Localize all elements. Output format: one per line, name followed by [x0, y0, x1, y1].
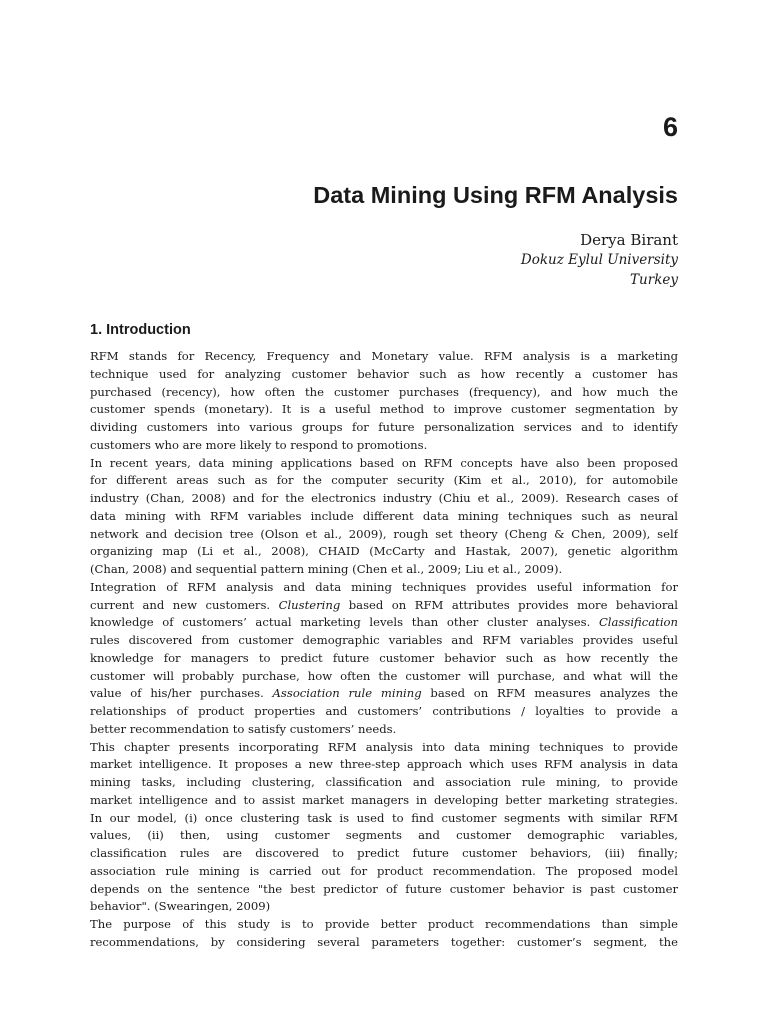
body-line-text: recommendations, by considering several parameters together: customer’s segment, the [90, 934, 678, 949]
body-line [90, 543, 678, 561]
body-line-text: RFM stands for Recency, Frequency and Monetary value. RFM analysis is a marketing [90, 349, 678, 363]
author-country: Turkey [630, 272, 678, 288]
body-line [90, 827, 678, 845]
body-line [90, 756, 678, 774]
italic-term: Classification [598, 615, 678, 630]
body-line-text: data mining with RFM variables include different data mining techniques such as neural [90, 508, 678, 523]
body-line-text: based on RFM measures analyzes the [421, 686, 678, 701]
body-line [90, 437, 678, 455]
body-line-text: In our model, (i) once clustering task is used to find customer segments with similar RFM [90, 810, 678, 825]
body-line [90, 845, 678, 863]
section-heading: 1. Introduction [90, 322, 191, 338]
body-line [90, 526, 678, 544]
body-line [90, 579, 678, 597]
body-line [90, 455, 678, 473]
body-line-text: dividing customers into various groups for future personalization services and to identify [90, 420, 678, 434]
body-line-text: knowledge for managers to predict future customer behavior such as how recently the [90, 650, 678, 665]
body-line-text: values, (ii) then, using customer segments and customer demographic variables, [90, 828, 678, 843]
body-line-text: relationships of product properties and customers’ contributions / loyalties to provide a [90, 704, 678, 718]
body-line [90, 508, 678, 526]
body-line [90, 561, 678, 579]
chapter-number: 6 [662, 112, 678, 142]
body-line [90, 898, 678, 916]
body-line-text: market intelligence and to assist market managers in developing better marketing strategies. [90, 792, 678, 807]
body-line [90, 721, 678, 739]
body-line-text: customer spends (monetary). It is a useful method to improve customer segmentation by [90, 402, 678, 417]
body-line-text: customer will probably purchase, how often the customer will purchase, and what will the [90, 668, 678, 683]
body-line [90, 366, 678, 384]
body-line [90, 650, 678, 668]
author-block [521, 230, 678, 290]
body-line-text: market intelligence. It proposes a new three-step approach which uses RFM analysis in data [90, 757, 678, 772]
body-line [90, 401, 678, 419]
body-line-text: customers who are more likely to respond to promotions. [90, 437, 428, 452]
body-line-text: rules discovered from customer demographic variables and RFM variables provides useful [90, 633, 678, 647]
italic-term: Clustering [278, 597, 341, 612]
body-line [90, 685, 678, 703]
body-line-text: purchased (recency), how often the customer purchases (frequency), and how much the [90, 384, 678, 399]
body-line [90, 916, 678, 934]
body-line-text: classification rules are discovered to predict future customer behaviors, (iii) finally; [90, 846, 678, 860]
body-line-text: value of his/her purchases. [90, 686, 273, 701]
body-line-text: technique used for analyzing customer behavior such as how recently a customer has [90, 366, 678, 381]
body-line [90, 703, 678, 721]
chapter-title: Data Mining Using RFM Analysis [313, 182, 678, 208]
body-line [90, 668, 678, 686]
body-line-text: association rule mining is carried out for product recommendation. The proposed model [90, 863, 678, 878]
body-line [90, 774, 678, 792]
body-line-text: current and new customers. [90, 597, 279, 612]
body-line [90, 739, 678, 757]
body-line-text: organizing map (Li et al., 2008), CHAID (McCarty and Hastak, 2007), genetic algorithm [90, 544, 678, 559]
body-line [90, 348, 678, 366]
italic-term: Association rule mining [272, 686, 422, 701]
book-page [90, 0, 678, 1024]
author-name: Derya Birant [580, 231, 678, 249]
body-text [90, 348, 678, 952]
body-line [90, 614, 678, 632]
body-line-text: Integration of RFM analysis and data mining techniques provides useful information for [90, 579, 678, 594]
body-line-text: The purpose of this study is to provide better product recommendations than simple [90, 917, 678, 931]
body-line-text: behavior". (Swearingen, 2009) [90, 899, 271, 914]
body-line-text: In recent years, data mining applications based on RFM concepts have also been proposed [90, 455, 678, 470]
body-line [90, 881, 678, 899]
body-line [90, 419, 678, 437]
body-line [90, 934, 678, 952]
body-line-text: This chapter presents incorporating RFM analysis into data mining techniques to provide [90, 739, 678, 754]
body-line-text: for different areas such as for the computer security (Kim et al., 2010), for automobile [90, 473, 678, 488]
body-line [90, 597, 678, 615]
body-line [90, 810, 678, 828]
body-line-text: better recommendation to satisfy customers’ needs. [90, 721, 397, 736]
body-line-text: mining tasks, including clustering, classification and association rule mining, to provide [90, 775, 678, 789]
body-line-text: based on RFM attributes provides more behavioral [340, 597, 678, 612]
body-line [90, 490, 678, 508]
body-line [90, 384, 678, 402]
body-line-text: network and decision tree (Olson et al., 2009), rough set theory (Cheng & Chen, 2009), self [90, 526, 678, 541]
body-line [90, 792, 678, 810]
body-line-text: (Chan, 2008) and sequential pattern mining (Chen et al., 2009; Liu et al., 2009). [90, 562, 563, 576]
body-line [90, 472, 678, 490]
body-line [90, 632, 678, 650]
body-line-text: depends on the sentence "the best predictor of future customer behavior is past customer [90, 881, 678, 896]
body-line-text: industry (Chan, 2008) and for the electronics industry (Chiu et al., 2009). Research cases of [90, 491, 678, 505]
body-line-text: knowledge of customers’ actual marketing levels than other cluster analyses. [90, 615, 599, 630]
body-line [90, 863, 678, 881]
author-university: Dokuz Eylul University [520, 252, 678, 268]
